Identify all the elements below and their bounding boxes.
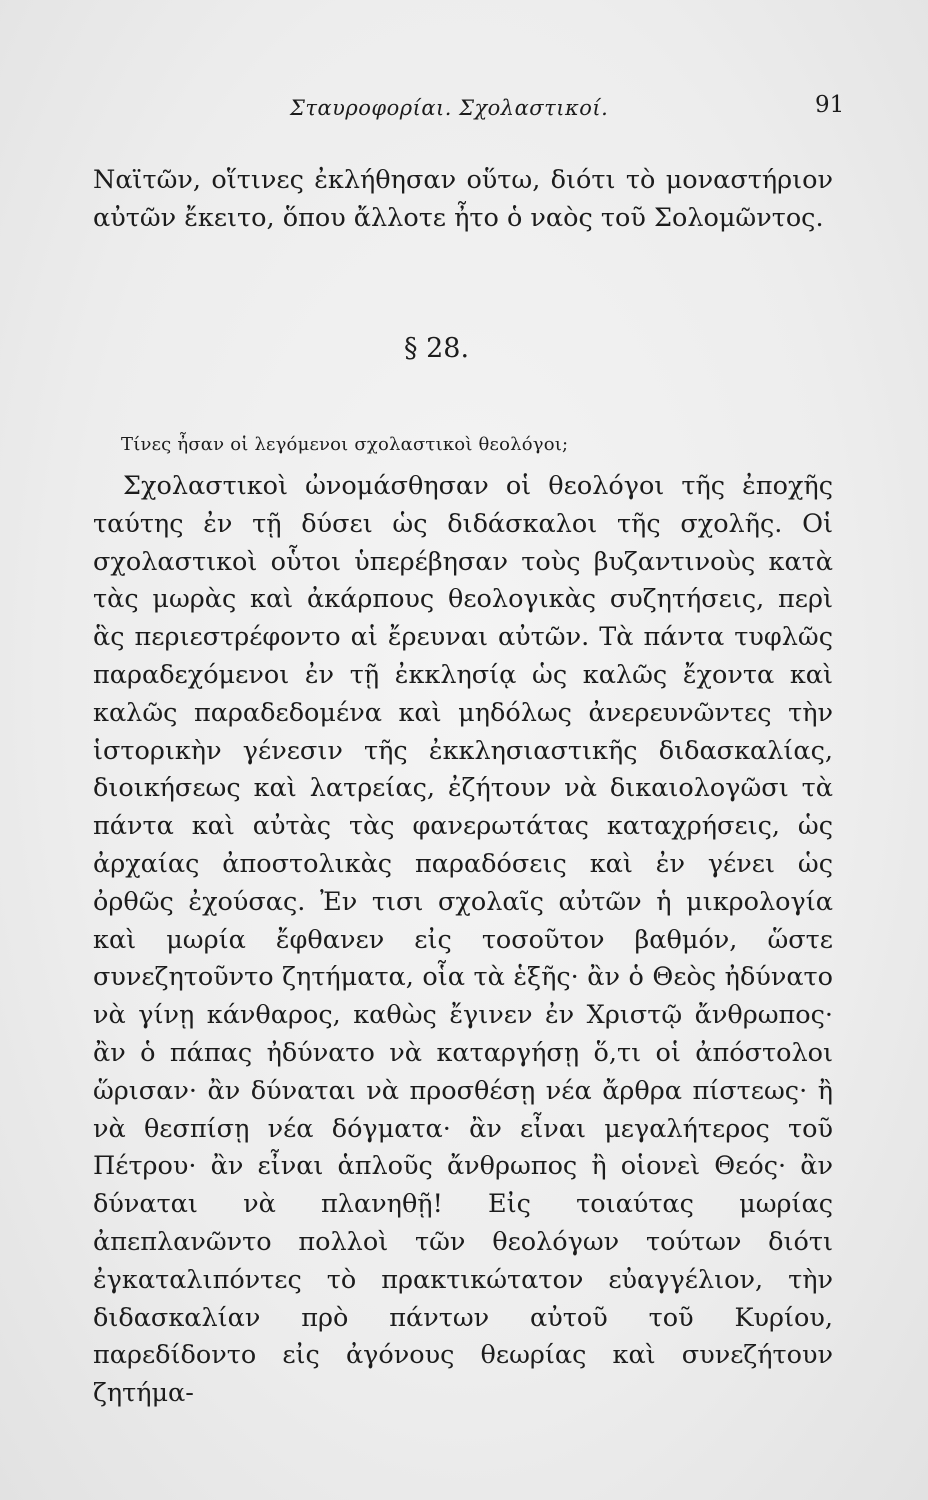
section-body <box>93 468 833 1413</box>
page-header <box>0 92 928 136</box>
section-body-text: Σχολαστικοὶ ὠνομάσθησαν οἱ θεολόγοι τῆς ἐποχῆς ταύτης ἐν τῇ δύσει ὡς διδάσκαλοι τῆς σχολῆς. Οἱ σχολαστικοὶ οὗτοι ὑπερέβησαν τοὺς βυζαντινοὺς κατὰ τὰς μωρὰς καὶ ἀκάρπους θεολογικὰς συζητήσεις, περὶ ἃς περιεστρέφοντο αἱ ἔρευναι αὐτῶν. Τὰ πάντα τυφλῶς παραδεχόμενοι ἐν τῇ ἐκκλησίᾳ ὡς καλῶς ἔχοντα καὶ καλῶς παραδεδομένα καὶ μηδόλως ἀνερευνῶντες τὴν ἱστορικὴν γένεσιν τῆς ἐκκλησιαστικῆς διδασκαλίας, διοικήσεως καὶ λατρείας, ἐζήτουν νὰ δικαιολογῶσι τὰ πάντα καὶ αὐτὰς τὰς φανερωτάτας καταχρήσεις, ὡς ἀρχαίας ἀποστολικὰς παραδόσεις καὶ ἐν γένει ὡς ὀρθῶς ἐχούσας. Ἐν τισι σχολαῖς αὐτῶν ἡ μικρολογία καὶ μωρία ἔφθανεν εἰς τοσοῦτον βαθμόν, ὥστε συνεζητοῦντο ζητήματα, οἷα τὰ ἑξῆς· ἂν ὁ Θεὸς ἠδύνατο νὰ γίνῃ κάνθαρος, καθὼς ἔγινεν ἐν Χριστῷ ἄνθρωπος· ἂν ὁ πάπας ἠδύνατο νὰ καταργήσῃ ὅ,τι οἱ ἀπόστολοι ὥρισαν· ἂν δύναται νὰ προσθέσῃ νέα ἄρθρα πίστεως· ἢ νὰ θεσπίσῃ νέα δόγματα· ἂν εἶναι μεγαλήτερος τοῦ Πέτρου· ἂν εἶναι ἁπλοῦς ἄνθρωπος ἢ οἱονεὶ Θεός· ἂν δύναται νὰ πλανηθῇ! Εἰς τοιαύτας μωρίας ἀπεπλανῶντο πολλοὶ τῶν θεολόγων τούτων διότι ἐγκαταλιπόντες τὸ πρακτικώτατον εὐαγγέλιον, τὴν διδασκαλίαν πρὸ πάντων αὐτοῦ τοῦ Κυρίου, παρεδίδοντο εἰς ἀγόνους θεωρίας καὶ συνεζήτουν ζητήμα- <box>93 471 833 1409</box>
opening-paragraph <box>93 162 833 238</box>
opening-paragraph-text: Ναϊτῶν, οἵτινες ἐκλήθησαν οὕτω, διότι τὸ μοναστήριον αὐτῶν ἔκειτο, ὅπου ἄλλοτε ἦτο ὁ ναὸς τοῦ Σολομῶντος. <box>93 165 833 233</box>
section-question: Τίνες ἦσαν οἱ λεγόμενοι σχολαστικοὶ θεολόγοι; <box>121 434 569 455</box>
section-heading: § 28. <box>404 333 470 364</box>
running-title: Σταυροφορίαι. Σχολαστικοί. <box>290 96 609 120</box>
page-number: 91 <box>815 92 845 118</box>
